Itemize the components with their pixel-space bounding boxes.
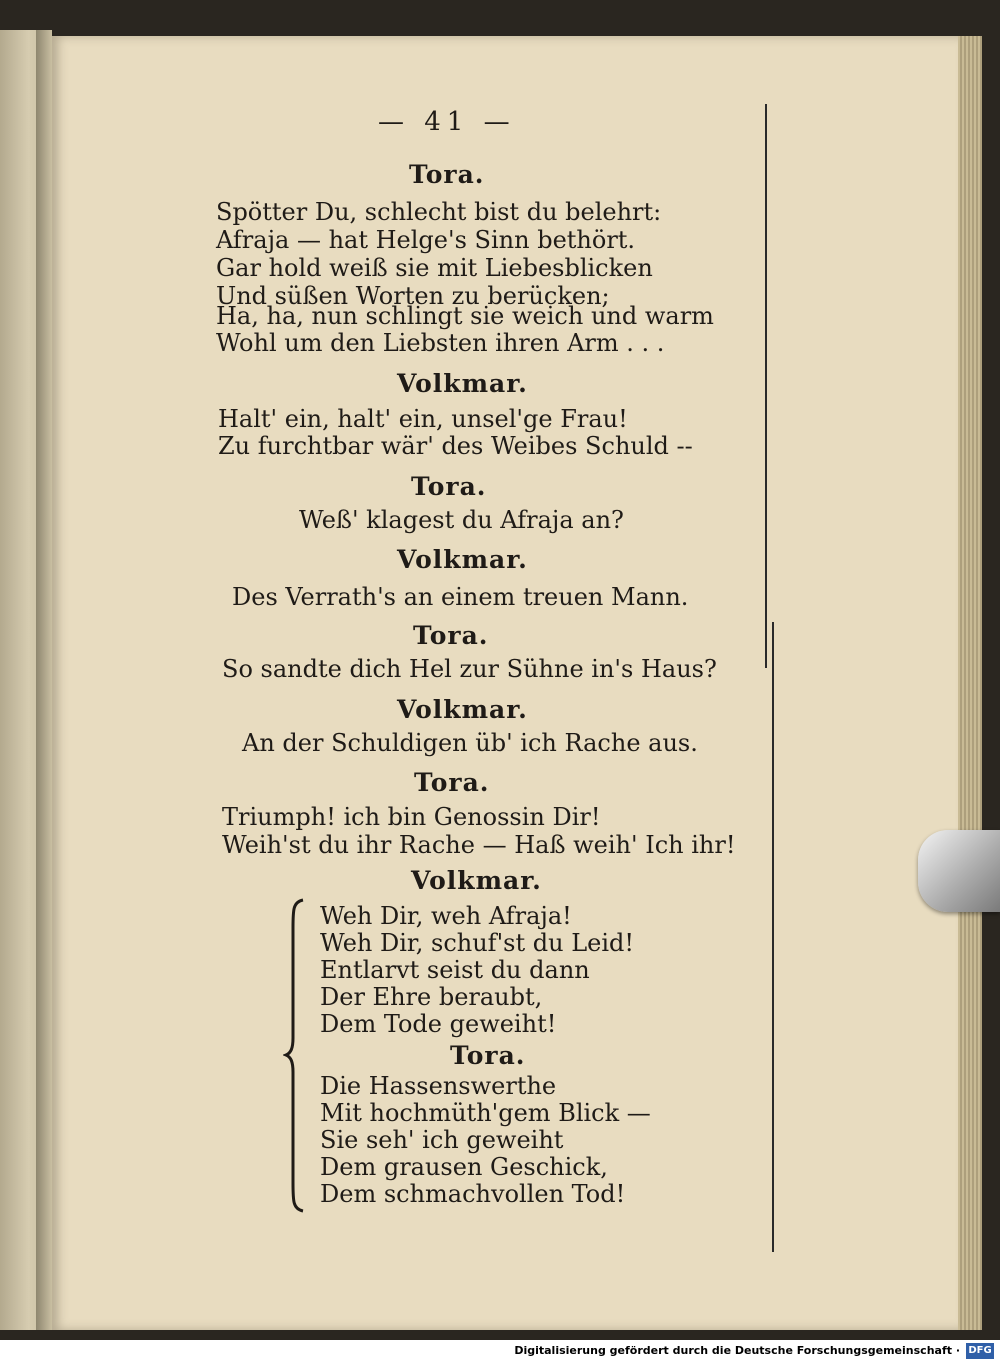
verse-line: Der Ehre beraubt, bbox=[320, 983, 543, 1011]
verse-line: Sie seh' ich geweiht bbox=[320, 1126, 564, 1154]
speaker-name: Volkmar. bbox=[411, 866, 542, 895]
speaker-name: Tora. bbox=[414, 768, 490, 797]
verse-line: Spötter Du, schlecht bist du belehrt: bbox=[216, 198, 662, 226]
verse-line: Und süßen Worten zu berücken; bbox=[216, 282, 610, 310]
verse-line: Gar hold weiß sie mit Liebesblicken bbox=[216, 254, 653, 282]
page-margin-line-lower bbox=[772, 622, 774, 1252]
speaker-name: Volkmar. bbox=[397, 369, 528, 398]
page-margin-line bbox=[765, 104, 767, 668]
dfg-logo: DFG bbox=[966, 1343, 994, 1359]
verse-line: Die Hassenswerthe bbox=[320, 1072, 557, 1100]
speaker-name: Tora. bbox=[409, 160, 485, 189]
footer-bar bbox=[0, 1340, 1000, 1363]
verse-line: Zu furchtbar wär' des Weibes Schuld -- bbox=[218, 432, 693, 460]
speaker-name: Volkmar. bbox=[397, 695, 528, 724]
verse-line: Weh Dir, schuf'st du Leid! bbox=[320, 929, 635, 957]
verse-line: Weih'st du ihr Rache — Haß weih' Ich ihr! bbox=[222, 831, 736, 859]
speaker-name: Tora. bbox=[413, 621, 489, 650]
page-stack-edge bbox=[958, 36, 982, 1330]
verse-line: Weh Dir, weh Afraja! bbox=[320, 902, 572, 930]
verse-line: Mit hochmüth'gem Blick — bbox=[320, 1099, 651, 1127]
curly-brace bbox=[283, 898, 307, 1213]
verse-line: Halt' ein, halt' ein, unsel'ge Frau! bbox=[218, 405, 628, 433]
verse-line: Weß' klagest du Afraja an? bbox=[299, 506, 624, 534]
verse-line: Dem schmachvollen Tod! bbox=[320, 1180, 626, 1208]
speaker-name: Tora. bbox=[411, 472, 487, 501]
verse-line: Triumph! ich bin Genossin Dir! bbox=[222, 803, 601, 831]
verse-line: An der Schuldigen üb' ich Rache aus. bbox=[242, 729, 698, 757]
verse-line: Afraja — hat Helge's Sinn bethört. bbox=[216, 226, 636, 254]
verse-line: Entlarvt seist du dann bbox=[320, 956, 590, 984]
book-gutter bbox=[36, 30, 52, 1330]
verse-line: Ha, ha, nun schlingt sie weich und warm bbox=[216, 302, 714, 330]
verse-line: Dem Tode geweiht! bbox=[320, 1010, 557, 1038]
page-turn-tab[interactable] bbox=[918, 830, 1000, 912]
footer-credit: Digitalisierung gefördert durch die Deutsche Forschungsgemeinschaft · bbox=[514, 1344, 960, 1357]
speaker-name: Volkmar. bbox=[397, 545, 528, 574]
page-number: — 41 — bbox=[378, 107, 516, 137]
verse-line: Wohl um den Liebsten ihren Arm . . . bbox=[216, 329, 665, 357]
verse-line: So sandte dich Hel zur Sühne in's Haus? bbox=[222, 655, 717, 683]
verse-line: Des Verrath's an einem treuen Mann. bbox=[232, 583, 689, 611]
speaker-name: Tora. bbox=[450, 1041, 526, 1070]
verse-line: Dem grausen Geschick, bbox=[320, 1153, 608, 1181]
